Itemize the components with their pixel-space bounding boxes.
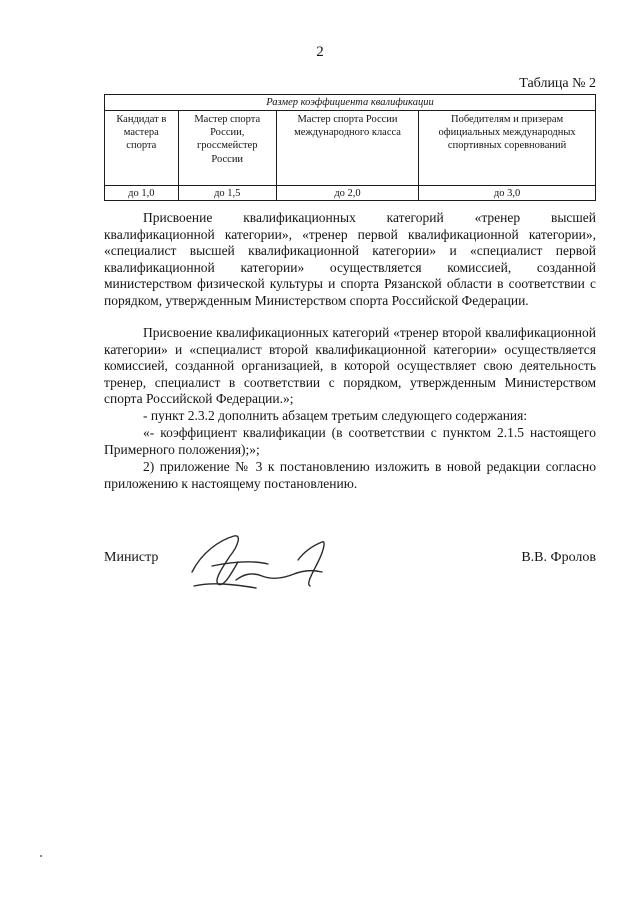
- table-header: Размер коэффициента квалификации: [105, 95, 596, 111]
- paragraph-second-categories: Присвоение квалификационных категорий «тренер второй квалификационной категории» и «специалист второй квалификационной категории» осуществляется комиссией, созданной организацией, в которой осуществляет свою деятельность тренер, специалист в соответствии с порядком, утвержденным Министерством спорта Российской Федерации.»;: [104, 325, 596, 407]
- paragraph-coefficient-quote: «- коэффициент квалификации (в соответствии с пунктом 2.1.5 настоящего Примерного положения);»;: [104, 425, 596, 457]
- column-candidate-master: Кандидат в мастера спорта: [105, 111, 179, 186]
- column-master-of-sport: Мастер спорта России, гроссмейстер России: [178, 111, 276, 186]
- paragraph-first-categories: Присвоение квалификационных категорий «тренер высшей квалификационной категории», «тренер первой квалификационной категории», «специалист высшей квалификационной категории» и «специалист первой квалификационной категории» осуществляется комиссией, созданной министерством физической культуры и спорта Рязанской области в соответствии с порядком, утвержденным Министерством спорта Российской Федерации.: [104, 210, 596, 308]
- value-master-of-sport: до 1,5: [178, 186, 276, 201]
- paragraph-appendix-3: 2) приложение № 3 к постановлению изложить в новой редакции согласно приложению к настоящему постановлению.: [104, 459, 596, 491]
- paragraph-point-2-3-2: - пункт 2.3.2 дополнить абзацем третьим следующего содержания:: [143, 408, 528, 423]
- signatory-title: Министр: [104, 550, 159, 565]
- page-number: 2: [316, 44, 324, 60]
- signatory-name: В.В. Фролов: [521, 550, 596, 565]
- column-international-winners: Победителям и призерам официальных международных спортивных соревнований: [419, 111, 596, 186]
- handwritten-signature: [172, 522, 362, 602]
- column-international-master: Мастер спорта России международного класса: [276, 111, 418, 186]
- value-international-winners: до 3,0: [419, 186, 596, 201]
- signature-block: [104, 550, 596, 610]
- table-caption: Таблица № 2: [519, 76, 596, 91]
- scan-speck: [40, 855, 42, 857]
- value-candidate-master: до 1,0: [105, 186, 179, 201]
- qualification-coefficient-table: [104, 94, 596, 201]
- value-international-master: до 2,0: [276, 186, 418, 201]
